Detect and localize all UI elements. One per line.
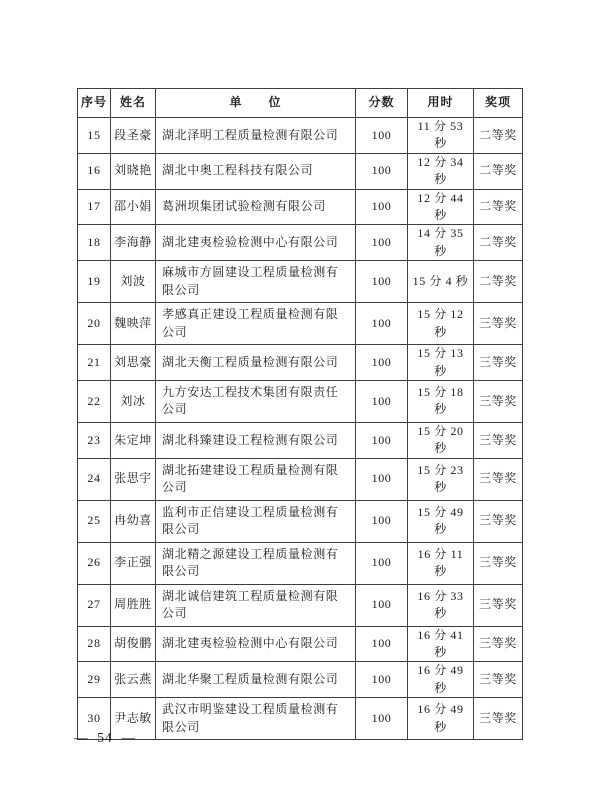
cell-score: 100 (356, 500, 408, 542)
cell-time: 16 分 49 秒 (408, 662, 474, 698)
cell-time: 16 分 49 秒 (408, 698, 474, 740)
cell-score: 100 (356, 345, 408, 381)
cell-name: 段圣豪 (111, 118, 156, 154)
header-award: 奖项 (474, 89, 523, 118)
cell-unit: 麻城市方圆建设工程质量检测有限公司 (156, 261, 356, 303)
cell-award: 三等奖 (474, 626, 523, 662)
table-header-row (78, 89, 523, 118)
cell-no: 25 (78, 500, 111, 542)
cell-name: 刘波 (111, 261, 156, 303)
cell-award: 二等奖 (474, 153, 523, 189)
table-row (78, 500, 523, 542)
table-row (78, 118, 523, 154)
cell-unit: 葛洲坝集团试验检测有限公司 (156, 189, 356, 225)
cell-award: 三等奖 (474, 500, 523, 542)
cell-award: 二等奖 (474, 225, 523, 261)
cell-score: 100 (356, 225, 408, 261)
cell-no: 26 (78, 542, 111, 584)
cell-name: 魏映萍 (111, 303, 156, 345)
cell-name: 李正强 (111, 542, 156, 584)
cell-time: 11 分 53 秒 (408, 118, 474, 154)
cell-no: 20 (78, 303, 111, 345)
cell-name: 刘晓艳 (111, 153, 156, 189)
table-row (78, 662, 523, 698)
cell-unit: 湖北华聚工程质量检测有限公司 (156, 662, 356, 698)
cell-award: 三等奖 (474, 380, 523, 422)
cell-award: 三等奖 (474, 345, 523, 381)
cell-no: 23 (78, 422, 111, 458)
cell-name: 邵小娟 (111, 189, 156, 225)
cell-award: 三等奖 (474, 458, 523, 500)
table-row (78, 458, 523, 500)
cell-time: 15 分 23 秒 (408, 458, 474, 500)
table-row (78, 189, 523, 225)
cell-name: 李海静 (111, 225, 156, 261)
cell-score: 100 (356, 584, 408, 626)
cell-time: 16 分 33 秒 (408, 584, 474, 626)
cell-award: 三等奖 (474, 662, 523, 698)
cell-time: 16 分 11 秒 (408, 542, 474, 584)
results-table (77, 88, 523, 740)
cell-time: 14 分 35 秒 (408, 225, 474, 261)
cell-name: 张思宇 (111, 458, 156, 500)
cell-score: 100 (356, 261, 408, 303)
header-name: 姓名 (111, 89, 156, 118)
cell-name: 周胜胜 (111, 584, 156, 626)
cell-name: 尹志敏 (111, 698, 156, 740)
cell-no: 19 (78, 261, 111, 303)
table-row (78, 303, 523, 345)
cell-unit: 孝感真正建设工程质量检测有限公司 (156, 303, 356, 345)
cell-unit: 监利市正信建设工程质量检测有限公司 (156, 500, 356, 542)
cell-unit: 湖北中奥工程科技有限公司 (156, 153, 356, 189)
cell-award: 三等奖 (474, 303, 523, 345)
cell-time: 15 分 18 秒 (408, 380, 474, 422)
cell-award: 三等奖 (474, 542, 523, 584)
cell-unit: 湖北拓建建设工程质量检测有限公司 (156, 458, 356, 500)
cell-award: 二等奖 (474, 189, 523, 225)
cell-no: 28 (78, 626, 111, 662)
cell-time: 12 分 34 秒 (408, 153, 474, 189)
cell-no: 24 (78, 458, 111, 500)
cell-no: 22 (78, 380, 111, 422)
table-row (78, 225, 523, 261)
table-row (78, 542, 523, 584)
cell-no: 21 (78, 345, 111, 381)
cell-unit: 湖北诚信建筑工程质量检测有限公司 (156, 584, 356, 626)
cell-time: 12 分 44 秒 (408, 189, 474, 225)
table-row (78, 584, 523, 626)
header-unit: 单 位 (156, 89, 356, 118)
cell-name: 朱定坤 (111, 422, 156, 458)
cell-score: 100 (356, 189, 408, 225)
cell-score: 100 (356, 153, 408, 189)
cell-unit: 湖北泽明工程质量检测有限公司 (156, 118, 356, 154)
cell-unit: 武汉市明鉴建设工程质量检测有限公司 (156, 698, 356, 740)
page-number: — 54 — (74, 730, 136, 745)
cell-score: 100 (356, 303, 408, 345)
cell-no: 27 (78, 584, 111, 626)
cell-no: 17 (78, 189, 111, 225)
cell-score: 100 (356, 380, 408, 422)
cell-no: 16 (78, 153, 111, 189)
table-row (78, 153, 523, 189)
table-row (78, 626, 523, 662)
cell-time: 15 分 49 秒 (408, 500, 474, 542)
cell-name: 张云燕 (111, 662, 156, 698)
cell-unit: 湖北天衡工程质量检测有限公司 (156, 345, 356, 381)
cell-name: 刘冰 (111, 380, 156, 422)
cell-no: 18 (78, 225, 111, 261)
header-time: 用时 (408, 89, 474, 118)
cell-no: 29 (78, 662, 111, 698)
cell-time: 15 分 20 秒 (408, 422, 474, 458)
cell-time: 16 分 41 秒 (408, 626, 474, 662)
cell-score: 100 (356, 662, 408, 698)
cell-award: 二等奖 (474, 261, 523, 303)
cell-no: 30 (78, 698, 111, 740)
table-row (78, 380, 523, 422)
cell-award: 三等奖 (474, 584, 523, 626)
cell-award: 三等奖 (474, 698, 523, 740)
cell-unit: 九方安达工程技术集团有限责任公司 (156, 380, 356, 422)
cell-unit: 湖北建夷检验检测中心有限公司 (156, 626, 356, 662)
cell-score: 100 (356, 422, 408, 458)
cell-score: 100 (356, 542, 408, 584)
cell-score: 100 (356, 626, 408, 662)
cell-score: 100 (356, 698, 408, 740)
cell-score: 100 (356, 458, 408, 500)
cell-no: 15 (78, 118, 111, 154)
cell-name: 冉幼喜 (111, 500, 156, 542)
header-score: 分数 (356, 89, 408, 118)
table-row (78, 422, 523, 458)
cell-unit: 湖北科臻建设工程检测有限公司 (156, 422, 356, 458)
cell-award: 三等奖 (474, 422, 523, 458)
cell-unit: 湖北建夷检验检测中心有限公司 (156, 225, 356, 261)
header-no: 序号 (78, 89, 111, 118)
cell-time: 15 分 12 秒 (408, 303, 474, 345)
cell-unit: 湖北精之源建设工程质量检测有限公司 (156, 542, 356, 584)
table-row (78, 698, 523, 740)
cell-name: 胡俊鹏 (111, 626, 156, 662)
cell-score: 100 (356, 118, 408, 154)
cell-name: 刘思豪 (111, 345, 156, 381)
cell-time: 15 分 13 秒 (408, 345, 474, 381)
table-row (78, 345, 523, 381)
cell-time: 15 分 4 秒 (408, 261, 474, 303)
table-row (78, 261, 523, 303)
cell-award: 二等奖 (474, 118, 523, 154)
